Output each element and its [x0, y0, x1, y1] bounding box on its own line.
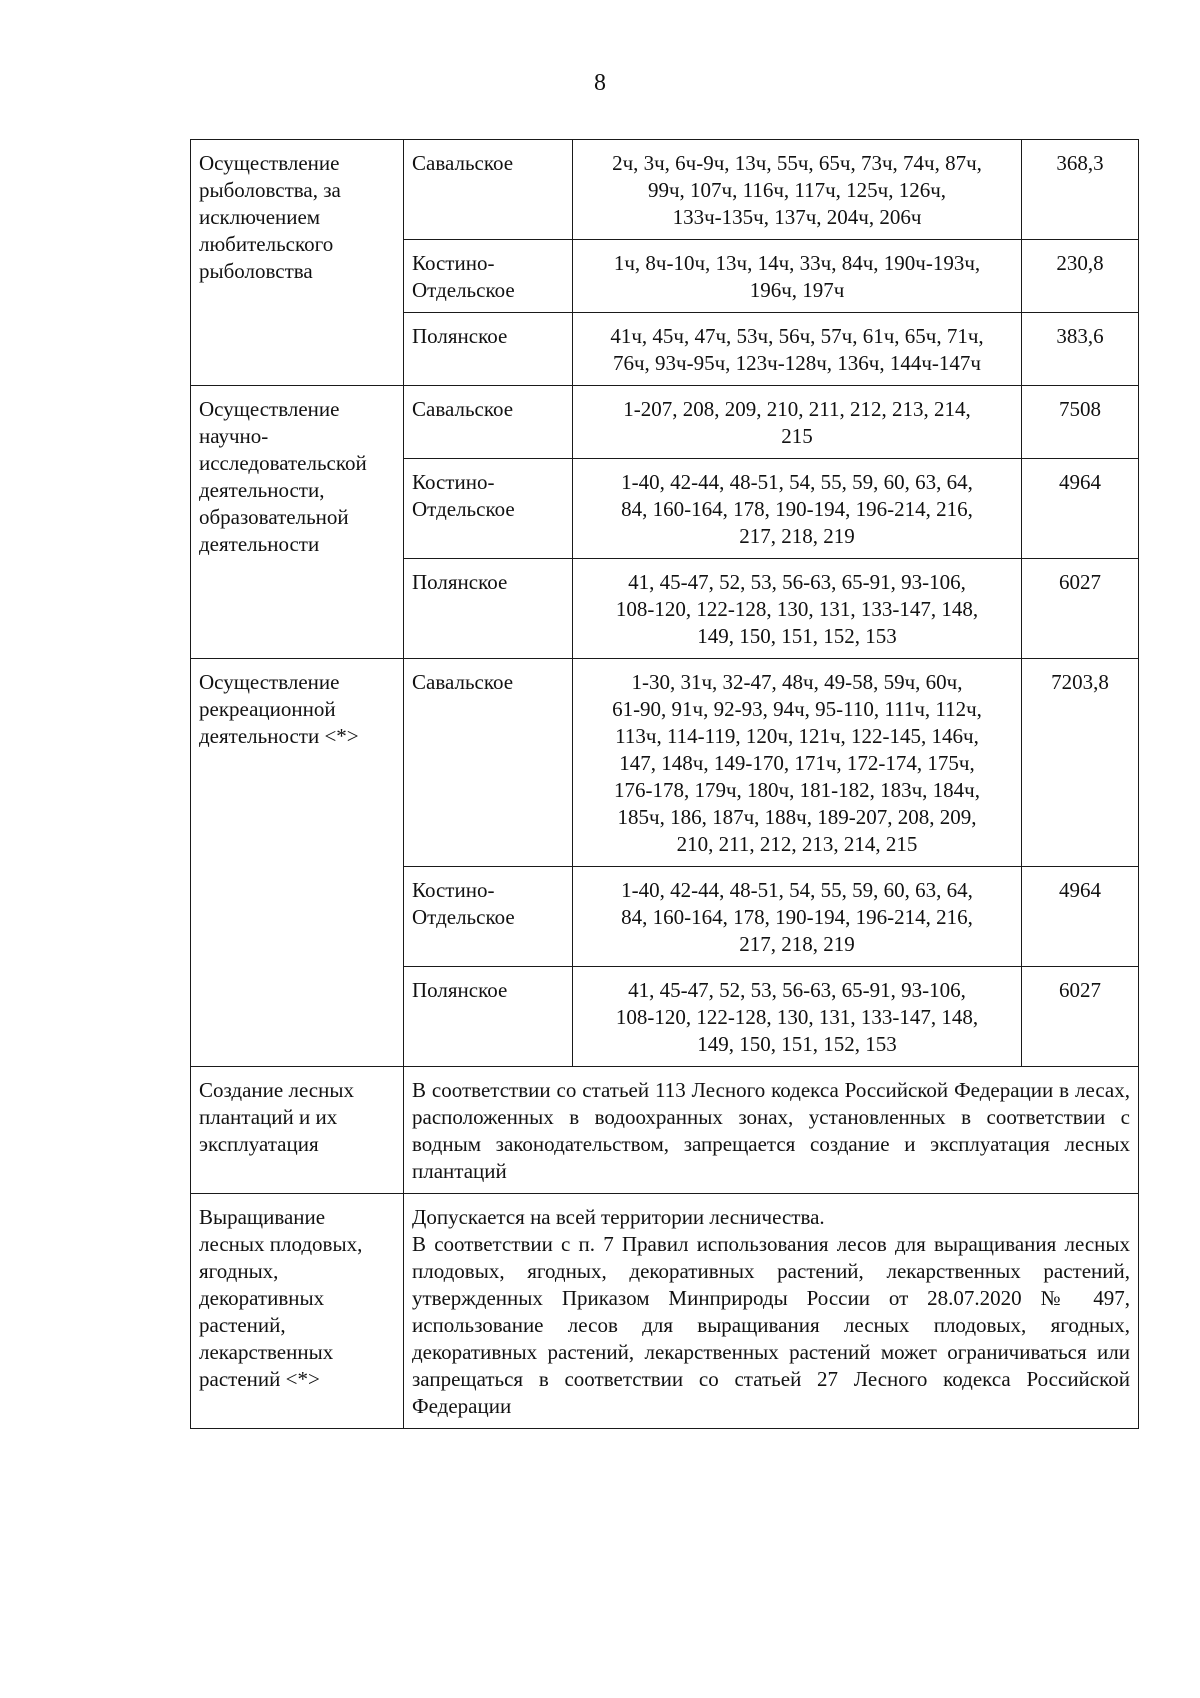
note-cell [404, 1067, 1139, 1194]
quarters-cell-line: 210, 211, 212, 213, 214, 215 [676, 832, 918, 856]
quarters-cell-line: 185ч, 186, 187ч, 188ч, 189-207, 208, 209, [617, 805, 977, 829]
district-cell-line: Полянское [412, 570, 508, 594]
activity-cell [191, 1067, 404, 1194]
table-row [191, 1194, 1139, 1429]
quarters-cell-line: 76ч, 93ч-95ч, 123ч-128ч, 136ч, 144ч-147ч [613, 351, 981, 375]
district-cell [404, 967, 573, 1067]
district-cell-line: Полянское [412, 324, 508, 348]
quarters-cell-line: 108-120, 122-128, 130, 131, 133-147, 148, [615, 1005, 979, 1029]
quarters-cell-line: 84, 160-164, 178, 190-194, 196-214, 216, [621, 497, 973, 521]
quarters-cell-line: 176-178, 179ч, 180ч, 181-182, 183ч, 184ч, [614, 778, 980, 802]
table-body [191, 140, 1139, 1429]
note-paragraph: В соответствии со статьей 113 Лесного кодекса Российской Федерации в лесах, расположенных в водоохранных зонах, установленных в соответствии с водным законодательством, запрещается создание и эксплуатация лесных плантаций [412, 1078, 1130, 1183]
quarters-cell-line: 133ч-135ч, 137ч, 204ч, 206ч [672, 205, 922, 229]
activity-cell-line: деятельности <*> [199, 724, 359, 748]
district-cell-line: Савальское [412, 670, 514, 694]
district-cell [404, 867, 573, 967]
activity-cell-line: деятельности [199, 532, 320, 556]
area-cell: 368,3 [1022, 140, 1139, 240]
quarters-cell-line: 217, 218, 219 [739, 524, 855, 548]
district-cell-line: Костино- [412, 251, 495, 275]
activity-cell-line: Создание лесных [199, 1078, 354, 1102]
quarters-cell-line: 1-207, 208, 209, 210, 211, 212, 213, 214, [623, 397, 971, 421]
table-row [191, 1067, 1139, 1194]
district-cell-line: Отдельское [412, 278, 515, 302]
activity-cell [191, 659, 404, 1067]
activity-cell [191, 1194, 404, 1429]
forest-use-table [190, 139, 1139, 1429]
quarters-cell [573, 559, 1022, 659]
district-cell-line: Савальское [412, 151, 514, 175]
district-cell [404, 140, 573, 240]
quarters-cell [573, 386, 1022, 459]
activity-cell-line: научно- [199, 424, 269, 448]
activity-cell-line: плантаций и их [199, 1105, 338, 1129]
activity-cell-line: Осуществление [199, 397, 340, 421]
page-number: 8 [594, 70, 606, 96]
quarters-cell-line: 108-120, 122-128, 130, 131, 133-147, 148, [615, 597, 979, 621]
district-cell [404, 313, 573, 386]
table-row [191, 659, 1139, 867]
activity-cell-line: рекреационной [199, 697, 336, 721]
quarters-cell-line: 2ч, 3ч, 6ч-9ч, 13ч, 55ч, 65ч, 73ч, 74ч, 87ч, [612, 151, 982, 175]
activity-cell-line: образовательной [199, 505, 349, 529]
quarters-cell-line: 217, 218, 219 [739, 932, 855, 956]
quarters-cell [573, 240, 1022, 313]
activity-cell-line: рыболовства, за [199, 178, 341, 202]
activity-cell-line: лекарственных [199, 1340, 334, 1364]
quarters-cell [573, 459, 1022, 559]
district-cell-line: Полянское [412, 978, 508, 1002]
quarters-cell [573, 140, 1022, 240]
quarters-cell-line: 196ч, 197ч [749, 278, 845, 302]
quarters-cell-line: 1-30, 31ч, 32-47, 48ч, 49-58, 59ч, 60ч, [631, 670, 963, 694]
district-cell-line: Костино- [412, 878, 495, 902]
activity-cell-line: деятельности, [199, 478, 325, 502]
district-cell-line: Савальское [412, 397, 514, 421]
district-cell [404, 559, 573, 659]
activity-cell [191, 140, 404, 386]
quarters-cell-line: 1-40, 42-44, 48-51, 54, 55, 59, 60, 63, 64, [621, 878, 973, 902]
quarters-cell [573, 313, 1022, 386]
area-cell: 6027 [1022, 559, 1139, 659]
quarters-cell-line: 1ч, 8ч-10ч, 13ч, 14ч, 33ч, 84ч, 190ч-193ч, [613, 251, 981, 275]
activity-cell-line: рыболовства [199, 259, 313, 283]
activity-cell-line: исключением [199, 205, 321, 229]
quarters-cell [573, 867, 1022, 967]
quarters-cell [573, 967, 1022, 1067]
note-cell [404, 1194, 1139, 1429]
district-cell-line: Костино- [412, 470, 495, 494]
note-paragraph: Допускается на всей территории лесничества. [412, 1205, 825, 1229]
quarters-cell-line: 113ч, 114-119, 120ч, 121ч, 122-145, 146ч, [615, 724, 979, 748]
area-cell: 7508 [1022, 386, 1139, 459]
quarters-cell-line: 61-90, 91ч, 92-93, 94ч, 95-110, 111ч, 112ч, [612, 697, 982, 721]
district-cell-line: Отдельское [412, 905, 515, 929]
activity-cell-line: Выращивание [199, 1205, 326, 1229]
area-cell: 230,8 [1022, 240, 1139, 313]
activity-cell-line: ягодных, [199, 1259, 279, 1283]
activity-cell-line: любительского [199, 232, 334, 256]
quarters-cell-line: 99ч, 107ч, 116ч, 117ч, 125ч, 126ч, [647, 178, 947, 202]
activity-cell-line: лесных плодовых, [199, 1232, 363, 1256]
area-cell: 4964 [1022, 867, 1139, 967]
area-cell: 4964 [1022, 459, 1139, 559]
quarters-cell-line: 149, 150, 151, 152, 153 [697, 1032, 897, 1056]
note-paragraph: В соответствии с п. 7 Правил использования лесов для выращивания лесных плодовых, ягодных, декоративных растений, лекарственных растений, утвержденных Приказом Минприроды России от 28.07.2020 № 497, использование лесов для выращивания лесных плодовых, ягодных, декоративных растений, лекарственных растений может ограничиваться или запрещаться в соответствии со статьей 27 Лесного кодекса Российской Федерации [412, 1232, 1130, 1418]
area-cell: 6027 [1022, 967, 1139, 1067]
district-cell [404, 659, 573, 867]
quarters-cell-line: 41, 45-47, 52, 53, 56-63, 65-91, 93-106, [628, 978, 966, 1002]
activity-cell-line: исследовательской [199, 451, 367, 475]
activity-cell-line: Осуществление [199, 151, 340, 175]
quarters-cell-line: 84, 160-164, 178, 190-194, 196-214, 216, [621, 905, 973, 929]
area-cell: 7203,8 [1022, 659, 1139, 867]
activity-cell-line: растений <*> [199, 1367, 320, 1391]
area-cell: 383,6 [1022, 313, 1139, 386]
quarters-cell-line: 41, 45-47, 52, 53, 56-63, 65-91, 93-106, [628, 570, 966, 594]
quarters-cell-line: 149, 150, 151, 152, 153 [697, 624, 897, 648]
quarters-cell-line: 41ч, 45ч, 47ч, 53ч, 56ч, 57ч, 61ч, 65ч, 71ч, [610, 324, 984, 348]
district-cell-line: Отдельское [412, 497, 515, 521]
activity-cell-line: эксплуатация [199, 1132, 319, 1156]
quarters-cell [573, 659, 1022, 867]
activity-cell-line: растений, [199, 1313, 286, 1337]
activity-cell-line: Осуществление [199, 670, 340, 694]
table-row [191, 140, 1139, 240]
district-cell [404, 386, 573, 459]
quarters-cell-line: 215 [781, 424, 813, 448]
quarters-cell-line: 1-40, 42-44, 48-51, 54, 55, 59, 60, 63, 64, [621, 470, 973, 494]
district-cell [404, 240, 573, 313]
quarters-cell-line: 147, 148ч, 149-170, 171ч, 172-174, 175ч, [619, 751, 975, 775]
district-cell [404, 459, 573, 559]
table-row [191, 386, 1139, 459]
activity-cell-line: декоративных [199, 1286, 325, 1310]
activity-cell [191, 386, 404, 659]
